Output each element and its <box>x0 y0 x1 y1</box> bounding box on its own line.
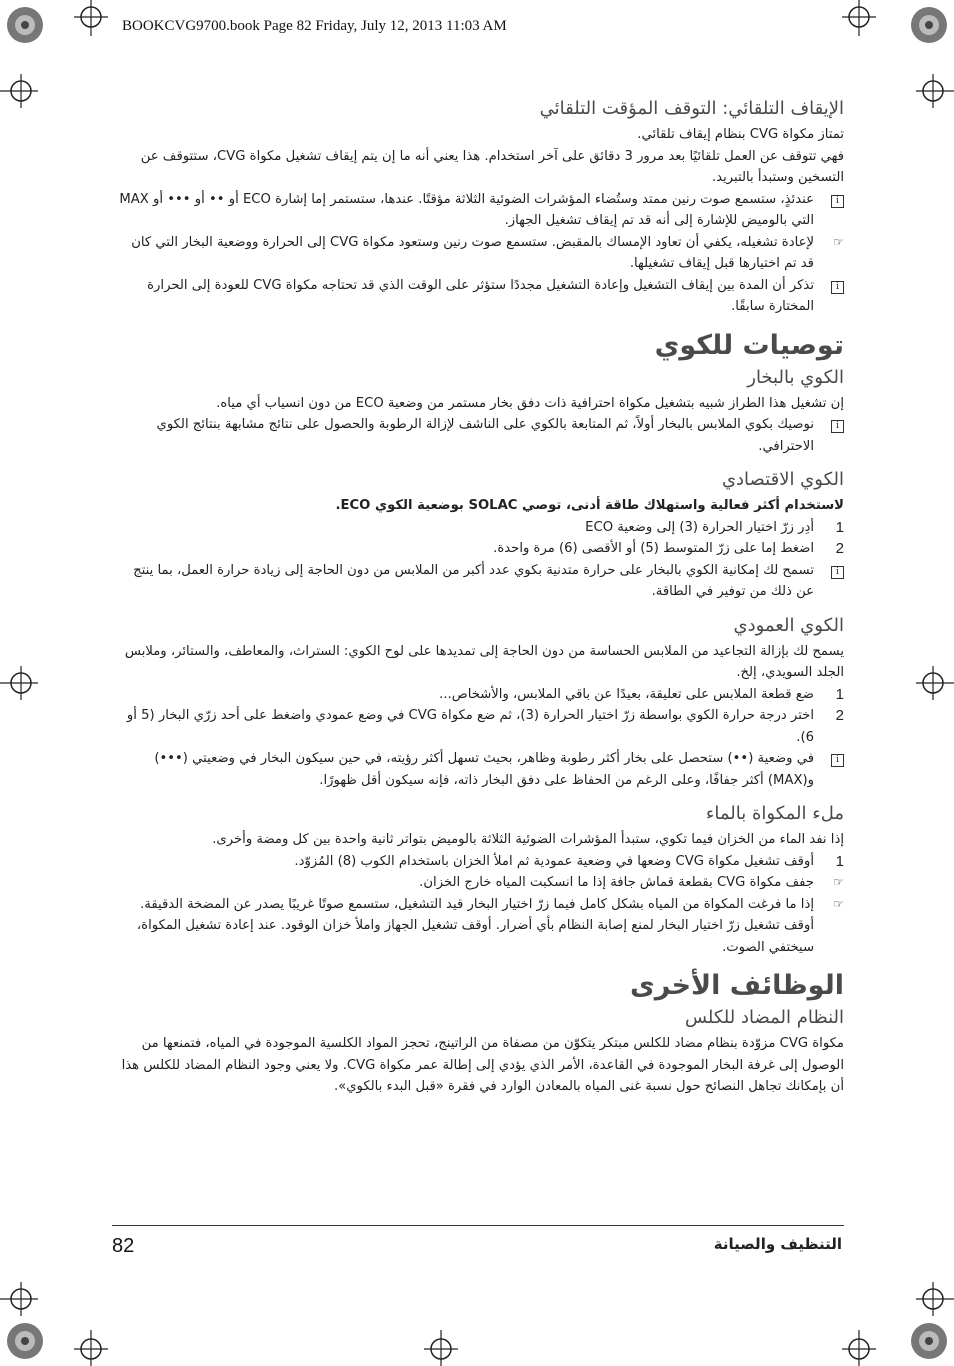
section-auto-off <box>118 98 844 318</box>
section-title: الكوي الاقتصادي <box>721 469 844 490</box>
step-number: 1 <box>835 518 844 536</box>
step-item <box>118 538 844 560</box>
color-wheel-icon <box>4 4 46 46</box>
info-icon: i <box>831 754 844 767</box>
registration-mark-icon <box>0 70 42 112</box>
print-header: BOOKCVG9700.book Page 82 Friday, July 12, 2013 11:03 AM <box>122 18 507 34</box>
section-eco-ironing <box>118 469 844 603</box>
registration-mark-icon <box>838 1324 880 1366</box>
note-text: عندئذٍ، ستسمع صوت رنين ممتد وستُضاء المؤشرات الضوئية الثلاثة مؤقتًا. عندها، ستستمر إما إشارة ECO أو •• أو ••• أو MAX التي بالوميض للإشارة إلى أنه قد تم إيقاف تشغيل الجهاز. <box>119 191 814 228</box>
note-text: نوصيك بكوي الملابس بالبخار أولاً، ثم المتابعة بالكوي على الناشف لإزالة الرطوبة والحصول على نتائج مشابهة بنتائج الكوي الاحترافي. <box>156 417 814 454</box>
section-title: الكوي بالبخار <box>747 366 844 388</box>
step-text: ضع قطعة الملابس على تعليقة، بعيدًا عن باقي الملابس، والأشخاص... <box>439 686 814 702</box>
registration-mark-icon <box>838 0 880 42</box>
chapter-title: الوظائف الأخرى <box>630 970 844 1001</box>
step-text: اضغط إما على زرّ المتوسط (5) أو الأقصى (6) مرة واحدة. <box>493 541 814 556</box>
step-number: 1 <box>835 852 844 870</box>
step-text: اختر درجة حرارة الكوي بواسطة زرّ اختيار الحرارة (3)، ثم ضع مكواة CVG في وضع عمودي واضغط على أحد زرّي البخار (5 أو 6). <box>126 708 814 745</box>
paragraph: فهي تتوقف عن العمل تلقائيًا بعد مرور 3 دقائق على آخر استخدام. هذا يعني أنه ما إن يتم إيقاف تشغيل مكواة CVG، ستتوقف عن التسخين وستبدأ بالتبريد. <box>140 148 844 185</box>
step-item <box>118 705 844 748</box>
note-text: إذا ما فرغت المكواة من المياه بشكل كامل فيما زرّ اختيار البخار قيد التشغيل، ستسمع صوتًا غريبًا يصدر عن المضخة الدقيقة. أوقف تشغيل زرّ اختيار البخار لمنع إصابة النظام بأي أضرار. أوقف تشغيل الجهاز واملأ خزان الوقود. عند إعادة تشغيل المكواة، سيختفي الصوت. <box>136 896 814 955</box>
registration-mark-icon <box>912 70 954 112</box>
info-note <box>118 748 844 791</box>
pointing-hand-icon: ☞ <box>833 896 844 911</box>
info-note <box>118 414 844 457</box>
info-icon: i <box>831 195 844 208</box>
paragraph: مكواة CVG مزوّدة بنظام مضاد للكلس مبتكر يتكوّن من مصفاة من الراتينج، تحجز المواد الكلسية الموجودة في المياه، فتمنعها من الوصول إلى غرفة البخار الموجودة في القاعدة، الأمر الذي يؤدي إلى إطالة عمر مكواة CVG. ولا يعني وجود النظام المضاد للكلس هذا أن بإمكانك تجاهل النصائح حول نسبة غنى المياه بالمعادن الوارد في فقرة «قبل البدء بالكوي». <box>121 1036 844 1094</box>
note-text: تسمح لك إمكانية الكوي بالبخار على حرارة متدنية بكوي عدد أكبر من الملابس من دون الحاجة إلى زيادة حرارة العمل، بما ينتج عن ذلك من توفير في الطاقة. <box>133 562 814 599</box>
step-text: أدِر زرّ اختيار الحرارة (3) إلى وضعية ECO <box>585 519 814 535</box>
page-number: 82 <box>112 1235 135 1257</box>
registration-mark-icon <box>912 1278 954 1320</box>
page-content <box>118 98 844 1110</box>
section-title: النظام المضاد للكلس <box>684 1007 844 1028</box>
section-steam-ironing <box>118 367 844 458</box>
info-note <box>118 560 844 603</box>
step-number: 1 <box>835 685 844 703</box>
registration-mark-icon <box>420 1324 462 1366</box>
footer-divider <box>112 1225 844 1226</box>
registration-mark-icon <box>70 0 112 42</box>
registration-mark-icon <box>70 1324 112 1366</box>
registration-mark-icon <box>912 662 954 704</box>
step-text: أوقف تشغيل مكواة CVG وضعها في وضعية عمودية ثم املأ الخزان باستخدام الكوب (8) المُزوّد. <box>294 853 814 869</box>
section-refill <box>118 803 844 958</box>
info-icon: i <box>831 566 844 579</box>
color-wheel-icon <box>908 4 950 46</box>
note-text: جفف مكواة CVG بقطعة قماش جافة إذا ما انسكبت المياه خارج الخزان. <box>419 875 814 890</box>
registration-mark-icon <box>0 1278 42 1320</box>
color-wheel-icon <box>908 1320 950 1362</box>
tip-note <box>118 232 844 275</box>
step-item <box>118 517 844 539</box>
section-anti-calc <box>118 1007 844 1098</box>
section-title: ملء المكواة بالماء <box>705 803 844 824</box>
highlight-paragraph: لاستخدام أكثر فعالية واستهلاك طاقة أدنى، توصي SOLAC بوضعية الكوي ECO. <box>335 498 844 513</box>
note-text: في وضعية (••) ستحصل على بخار أكثر رطوبة وظاهر، بحيث تسهل أكثر رؤيته، في حين سيكون البخار في وضعيتي (•••) و(MAX) أكثر جفافًا، وعلى الرغم من الحفاظ على دفق البخار ذاته، فإنه سيكون أقل ظهورًا. <box>154 751 814 788</box>
note-text: تذكر أن المدة بين إيقاف التشغيل وإعادة التشغيل مجددًا ستؤثر على الوقت الذي قد تحتاجه مكواة CVG للعودة إلى الحرارة المختارة سابقًا. <box>147 277 814 314</box>
section-vertical-ironing <box>118 615 844 792</box>
info-note <box>118 275 844 318</box>
step-number: 2 <box>835 707 844 724</box>
pointing-hand-icon: ☞ <box>833 875 844 889</box>
section-title: الإيقاف التلقائي: التوقف المؤقت التلقائي <box>539 98 844 119</box>
paragraph: تمتاز مكواة CVG بنظام إيقاف تلقائي. <box>637 127 844 142</box>
registration-mark-icon <box>0 662 42 704</box>
step-number: 2 <box>835 540 844 557</box>
section-title: الكوي العمودي <box>733 614 844 636</box>
paragraph: إن تشغيل هذا الطراز شبيه بتشغيل مكواة احترافية ذات دفق بخار مستمر من وضعية ECO من دون انسياب أي مياه. <box>216 395 844 411</box>
step-item <box>118 851 844 873</box>
info-note <box>118 189 844 232</box>
chapter-title: توصيات للكوي <box>654 329 844 361</box>
paragraph: يسمح لك بإزالة التجاعيد من الملابس الحساسة من دون الحاجة إلى تمديدها على لوح الكوي: الستراث، والمعاطف، والستائر، وملابس الجلد السويدي، إلخ. <box>124 643 844 680</box>
paragraph: إذا نفد الماء من الخزان فيما تكوي، ستبدأ المؤشرات الضوئية الثلاثة بالوميض بتواتر ثانية واحدة بين كل ومضة وأخرى. <box>212 832 844 847</box>
pointing-hand-icon: ☞ <box>833 234 844 249</box>
info-icon: i <box>831 281 844 294</box>
note-text: لإعادة تشغيله، يكفي أن تعاود الإمساك بالمقبض. ستسمع صوت رنين وستعود مكواة CVG إلى الحرارة ووضعية البخار التي كان قد تم اختيارها قبل إيقاف تشغيلها. <box>131 234 814 271</box>
color-wheel-icon <box>4 1320 46 1362</box>
info-icon: i <box>831 420 844 433</box>
footer-section-title: التنظيف والصيانة <box>713 1235 842 1253</box>
tip-note <box>118 872 844 894</box>
step-item <box>118 684 844 706</box>
tip-note <box>118 894 844 959</box>
